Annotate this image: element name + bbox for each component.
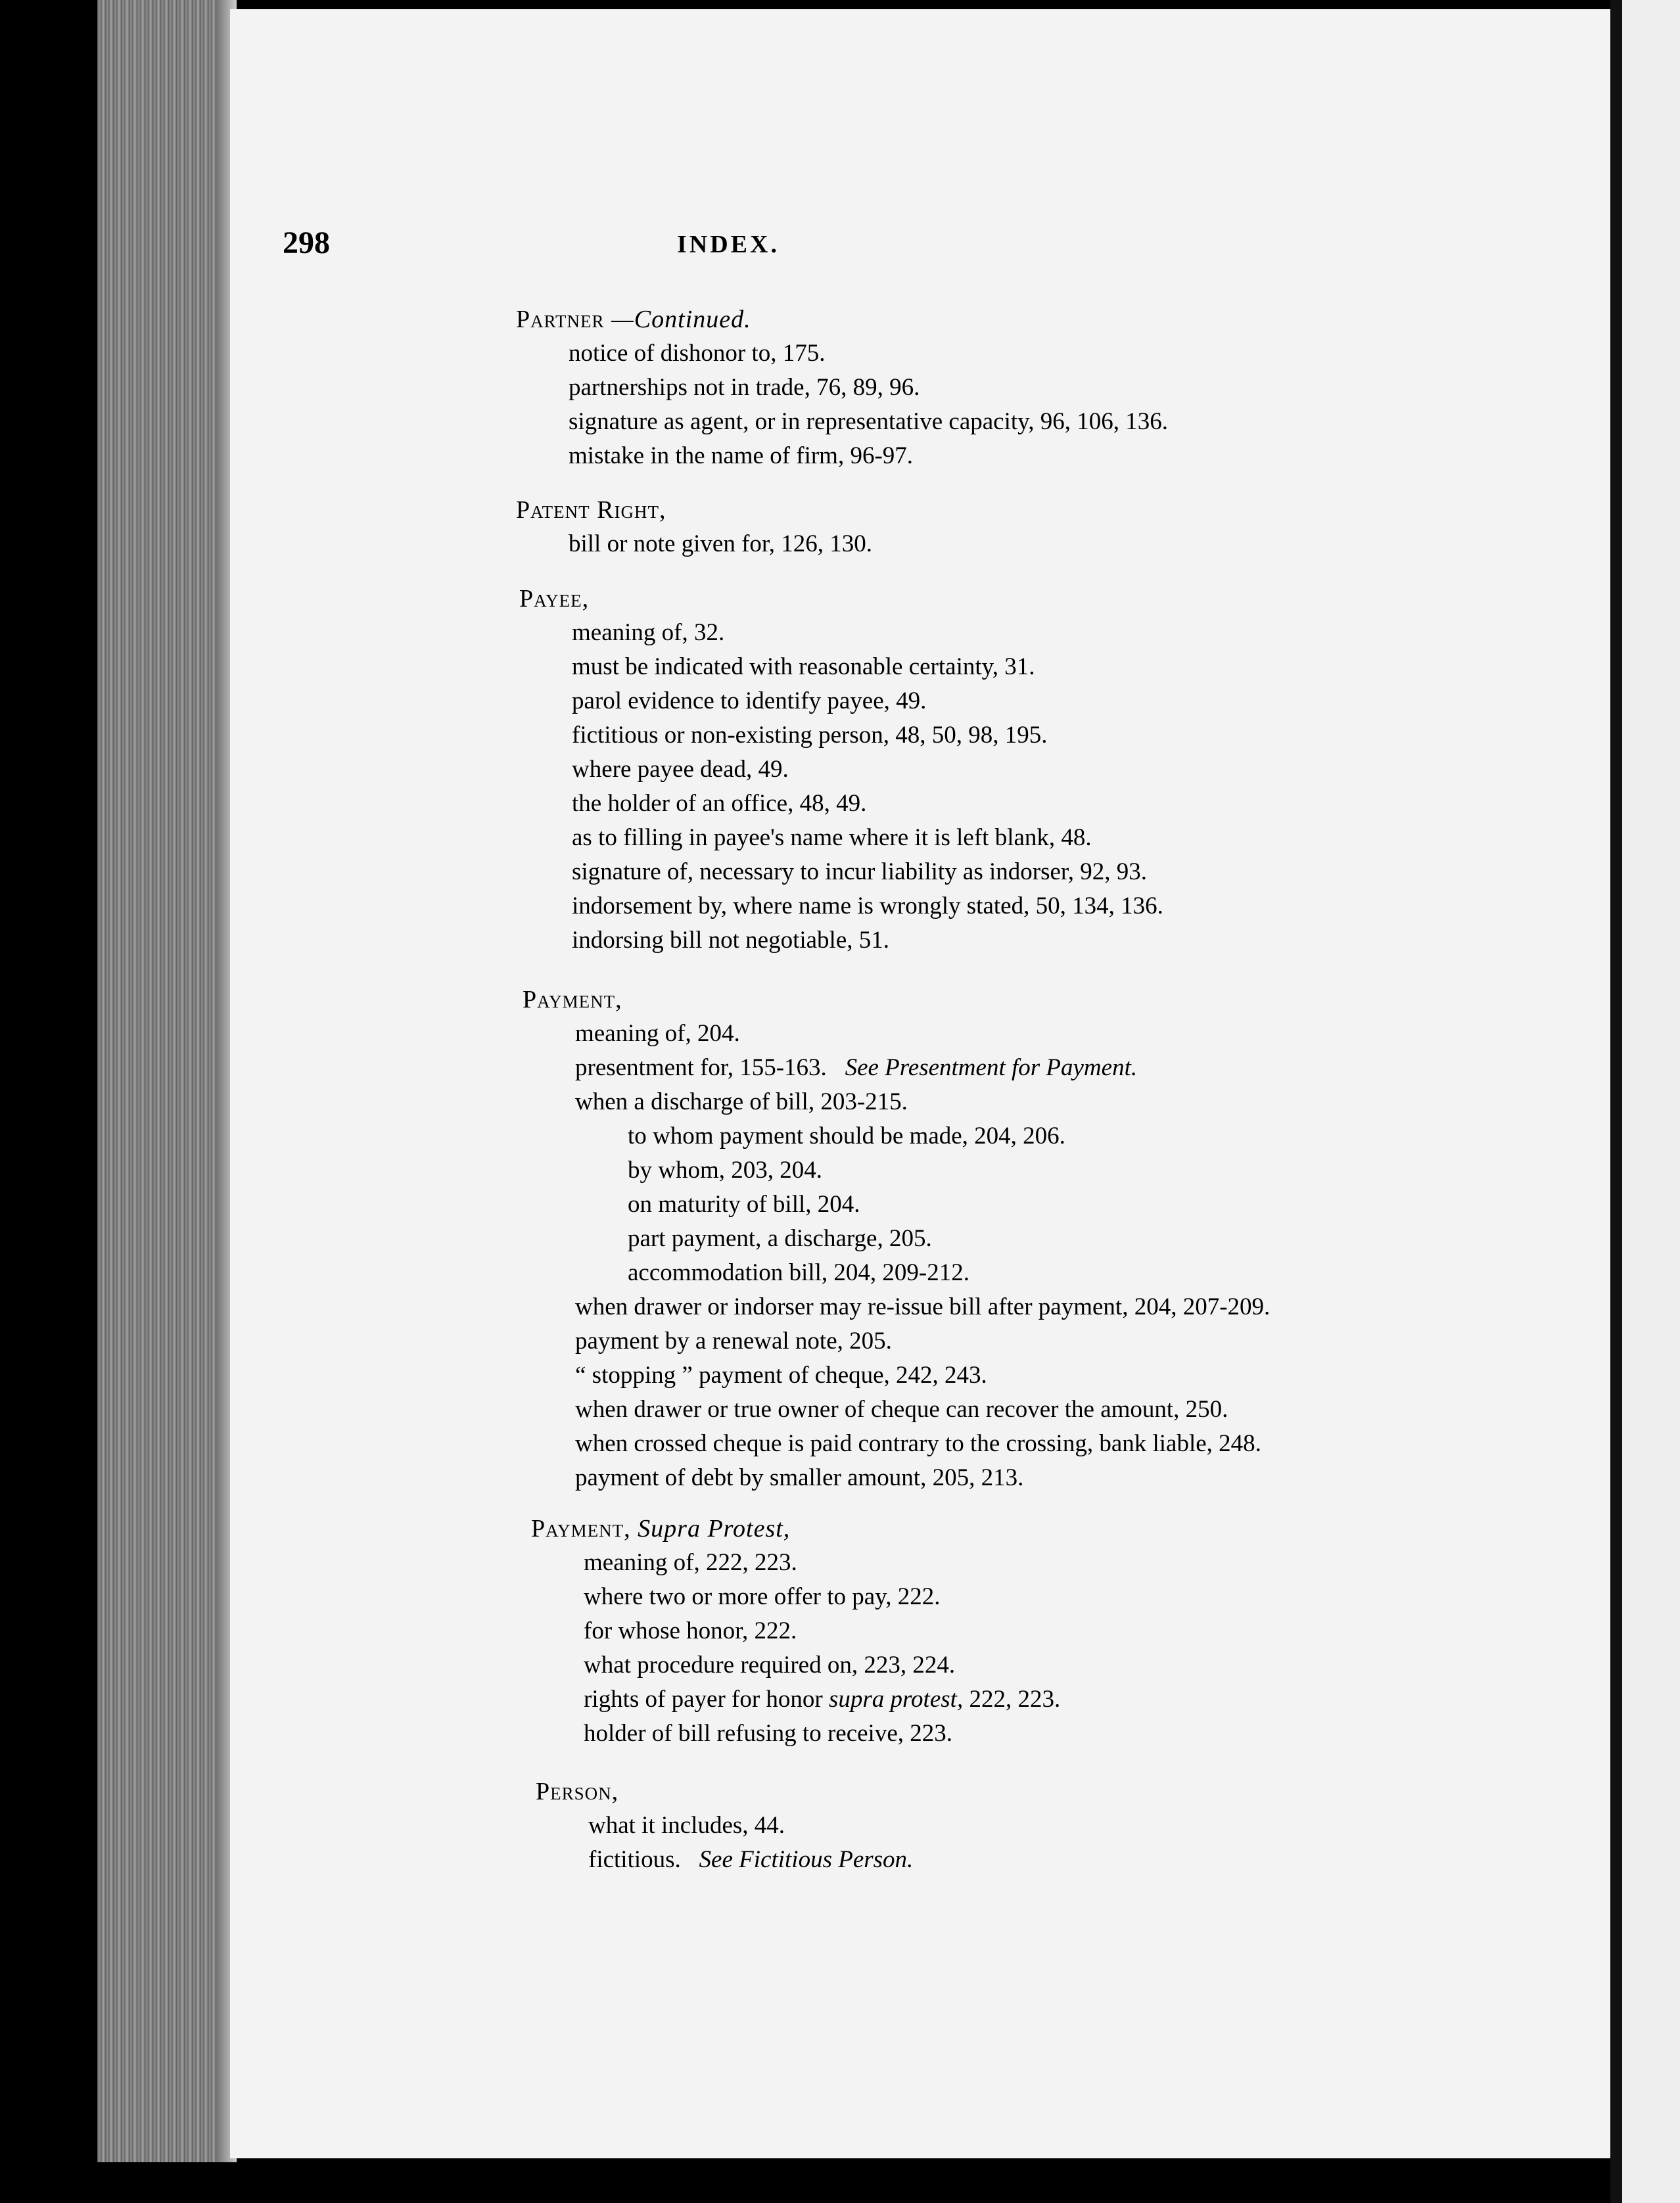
continued-label: —Continued.: [611, 306, 751, 333]
entry-line: what it includes, 44.: [588, 1812, 785, 1839]
entry-line: indorsement by, where name is wrongly stated, 50, 134, 136.: [572, 893, 1163, 919]
entry-line: when drawer or indorser may re-issue bill after payment, 204, 207-209.: [575, 1293, 1271, 1320]
entry-line: meaning of, 222, 223.: [584, 1549, 797, 1576]
entry-line: payment of debt by smaller amount, 205, 213.: [575, 1464, 1024, 1491]
entry-line: indorsing bill not negotiable, 51.: [572, 927, 890, 954]
entry-line: fictitious or non-existing person, 48, 50, 98, 195.: [572, 722, 1048, 749]
entry-heading: Payment,: [523, 986, 622, 1013]
entry-subline: on maturity of bill, 204.: [628, 1191, 860, 1218]
page-number: 298: [283, 225, 330, 260]
entry-line: “ stopping ” payment of cheque, 242, 243.: [575, 1362, 987, 1389]
entry-line: meaning of, 204.: [575, 1020, 740, 1047]
entry-line: rights of payer for honor supra protest, 222, 223.: [584, 1686, 1061, 1713]
page-title: INDEX.: [677, 231, 780, 258]
right-gutter: [1610, 0, 1622, 2203]
entry-line: mistake in the name of firm, 96-97.: [569, 442, 914, 469]
entry-subline: accommodation bill, 204, 209-212.: [628, 1259, 969, 1286]
entry-line: notice of dishonor to, 175.: [569, 340, 826, 367]
entry-subline: by whom, 203, 204.: [628, 1157, 822, 1184]
entry-line: bill or note given for, 126, 130.: [569, 530, 872, 557]
entry-subline: part payment, a discharge, 205.: [628, 1225, 932, 1252]
entry-line: where two or more offer to pay, 222.: [584, 1583, 941, 1610]
entry-heading: Payment, Supra Protest,: [531, 1515, 791, 1542]
book-page-edges: [97, 0, 230, 2162]
index-entry-person: [536, 1774, 913, 1877]
entry-line: signature as agent, or in representative capacity, 96, 106, 136.: [569, 408, 1169, 435]
entry-line: partnerships not in trade, 76, 89, 96.: [569, 374, 920, 401]
entry-line: for whose honor, 222.: [584, 1617, 797, 1644]
entry-line: where payee dead, 49.: [572, 756, 789, 783]
cross-reference: See Fictitious Person.: [699, 1846, 914, 1873]
entry-line: when crossed cheque is paid contrary to the crossing, bank liable, 248.: [575, 1430, 1261, 1457]
entry-line: must be indicated with reasonable certainty, 31.: [572, 653, 1035, 680]
entry-heading: Partner —Continued.: [516, 306, 751, 333]
entry-heading: Patent Right,: [516, 496, 666, 524]
entry-line: parol evidence to identify payee, 49.: [572, 687, 927, 714]
entry-line: holder of bill refusing to receive, 223.: [584, 1720, 952, 1747]
entry-line: signature of, necessary to incur liability as indorser, 92, 93.: [572, 858, 1147, 885]
facing-page-edge: [1622, 0, 1680, 2203]
entry-heading: Payee,: [519, 585, 590, 613]
index-entry-patent-right: [516, 493, 872, 561]
entry-line: as to filling in payee's name where it is left blank, 48.: [572, 824, 1092, 851]
running-head: [283, 225, 1071, 264]
entry-line: presentment for, 155-163. See Presentment for Payment.: [575, 1054, 1138, 1081]
entry-heading: Person,: [536, 1778, 619, 1805]
entry-line: payment by a renewal note, 205.: [575, 1328, 892, 1355]
entry-line: the holder of an office, 48, 49.: [572, 790, 867, 817]
cross-reference: See Presentment for Payment.: [845, 1054, 1138, 1081]
entry-subline: to whom payment should be made, 204, 206.: [628, 1123, 1065, 1149]
italic-term: supra protest,: [828, 1686, 964, 1713]
index-entry-payment-supra-protest: [531, 1512, 1060, 1751]
index-entry-payee: [519, 582, 1163, 958]
entry-line: when a discharge of bill, 203-215.: [575, 1088, 908, 1115]
index-entry-payment: [523, 983, 1270, 1495]
heading-italic: Supra Protest,: [638, 1515, 791, 1542]
entry-line: when drawer or true owner of cheque can recover the amount, 250.: [575, 1396, 1228, 1423]
entry-line: what procedure required on, 223, 224.: [584, 1652, 956, 1679]
entry-line: meaning of, 32.: [572, 619, 725, 646]
index-entry-partner: [516, 302, 1168, 473]
entry-line: fictitious. See Fictitious Person.: [588, 1846, 914, 1873]
